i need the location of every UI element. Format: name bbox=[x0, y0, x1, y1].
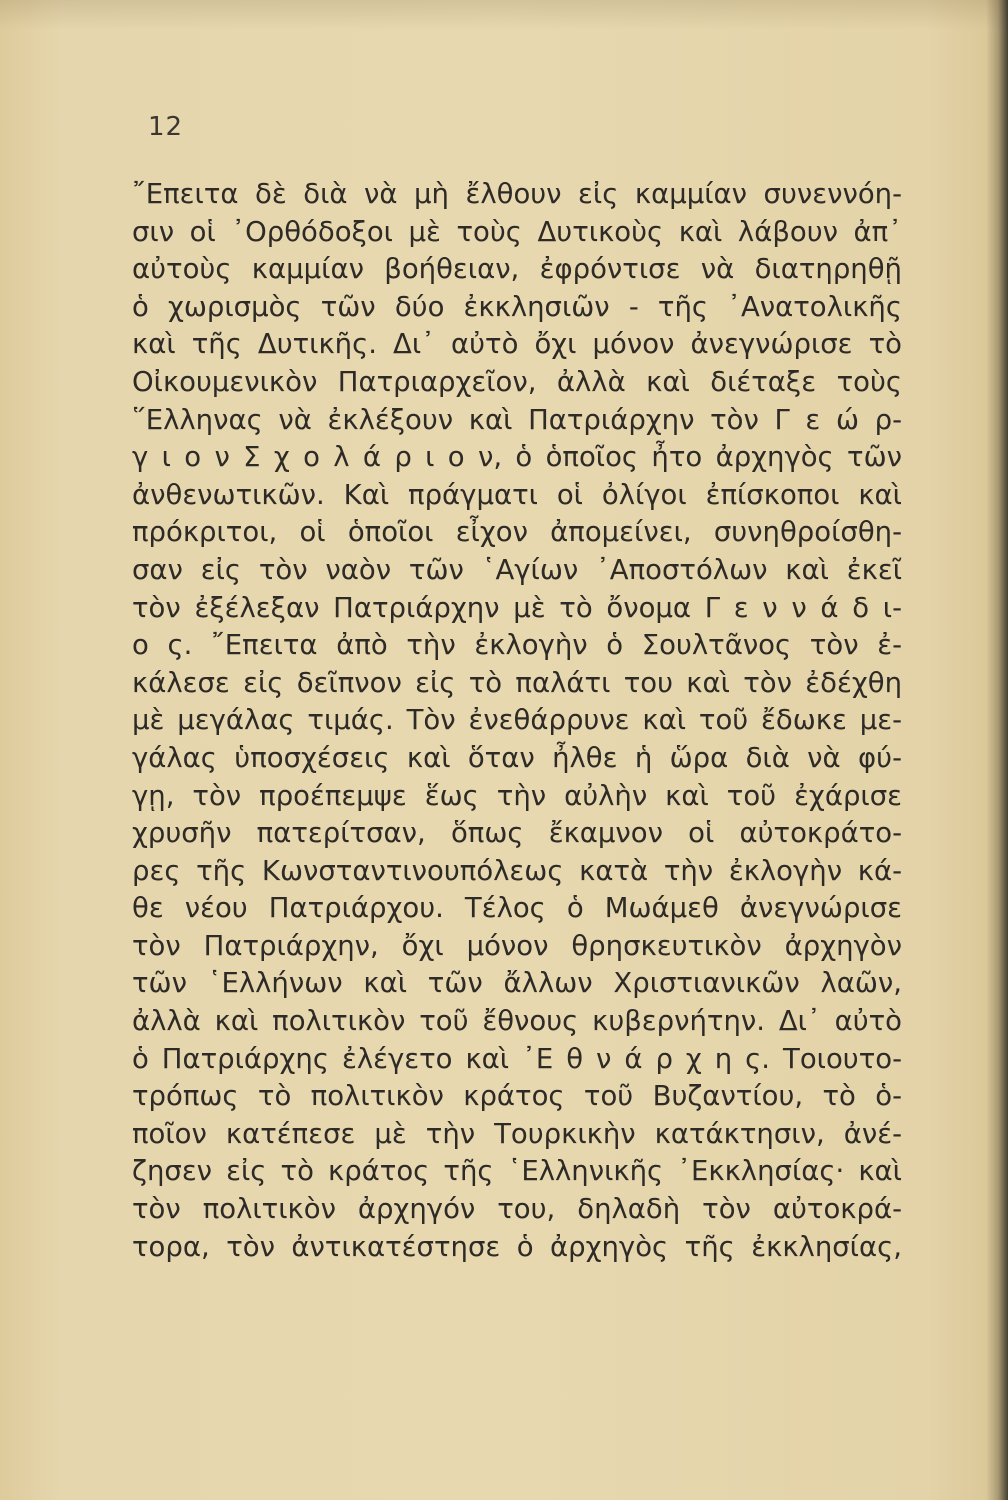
text-line: Οἰκουμενικὸν Πατριαρχεῖον, ἀλλὰ καὶ διέταξε τοὺς bbox=[132, 365, 902, 398]
text-line: καὶ τῆς Δυτικῆς. Δι᾿ αὐτὸ ὄχι μόνον ἀνεγνώρισε τὸ bbox=[132, 328, 902, 361]
text-line: θε νέου Πατριάρχου. Τέλος ὁ Μωάμεθ ἀνεγνώρισε bbox=[132, 892, 902, 925]
text-line: ἀλλὰ καὶ πολιτικὸν τοῦ ἔθνους κυβερνήτην. Δι᾿ αὐτὸ bbox=[132, 1005, 902, 1038]
text-line: ῞Ελληνας νὰ ἐκλέξουν καὶ Πατριάρχην τὸν Γ ε ώ ρ- bbox=[132, 403, 902, 436]
text-line: χρυσῆν πατερίτσαν, ὅπως ἔκαμνον οἱ αὐτοκράτο- bbox=[132, 817, 902, 850]
text-line: ζησεν εἰς τὸ κράτος τῆς ῾Ελληνικῆς ᾿Εκκλησίας· καὶ bbox=[132, 1155, 902, 1188]
text-line: αὐτοὺς καμμίαν βοήθειαν, ἐφρόντισε νὰ διατηρηθῇ bbox=[132, 253, 902, 286]
text-line: πρόκριτοι, οἱ ὁποῖοι εἶχον ἀπομείνει, συνηθροίσθη- bbox=[132, 516, 902, 549]
text-line: κάλεσε εἰς δεῖπνον εἰς τὸ παλάτι του καὶ τὸν ἐδέχθη bbox=[132, 666, 902, 699]
text-line: ῎Επειτα δὲ διὰ νὰ μὴ ἔλθουν εἰς καμμίαν συνεννόη- bbox=[132, 178, 902, 210]
text-line: τὸν πολιτικὸν ἀρχηγόν του, δηλαδὴ τὸν αὐτοκρά- bbox=[132, 1193, 902, 1226]
text-line: σιν οἱ ᾿Ορθόδοξοι μὲ τοὺς Δυτικοὺς καὶ λάβουν ἀπ᾿ bbox=[132, 215, 902, 248]
text-line: γῃ, τὸν προέπεμψε ἕως τὴν αὐλὴν καὶ τοῦ ἐχάρισε bbox=[132, 779, 902, 812]
text-line: τῶν ῾Ελλήνων καὶ τῶν ἄλλων Χριστιανικῶν λαῶν, bbox=[132, 967, 902, 1000]
text-line: ποῖον κατέπεσε μὲ τὴν Τουρκικὴν κατάκτησιν, ἀνέ- bbox=[132, 1117, 902, 1150]
text-line: τὸν Πατριάρχην, ὄχι μόνον θρησκευτικὸν ἀρχηγὸν bbox=[132, 929, 902, 962]
text-line: γ ι ο ν Σ χ ο λ ά ρ ι ο ν, ὁ ὁποῖος ἦτο ἀρχηγὸς τῶν bbox=[132, 441, 902, 474]
text-line: ἀνθενωτικῶν. Καὶ πράγματι οἱ ὀλίγοι ἐπίσκοποι καὶ bbox=[132, 478, 902, 511]
body-text bbox=[132, 176, 902, 1266]
text-line: ὁ χωρισμὸς τῶν δύο ἐκκλησιῶν - τῆς ᾿Ανατολικῆς bbox=[132, 290, 902, 323]
text-line: ο ς. ῎Επειτα ἀπὸ τὴν ἐκλογὴν ὁ Σουλτᾶνος τὸν ἐ- bbox=[132, 629, 902, 662]
top-shading bbox=[0, 0, 1008, 30]
text-line: σαν εἰς τὸν ναὸν τῶν ῾Αγίων ᾿Αποστόλων καὶ ἐκεῖ bbox=[132, 553, 902, 586]
text-line: μὲ μεγάλας τιμάς. Τὸν ἐνεθάρρυνε καὶ τοῦ ἔδωκε με- bbox=[132, 704, 902, 737]
text-line: γάλας ὑποσχέσεις καὶ ὅταν ἦλθε ἡ ὥρα διὰ νὰ φύ- bbox=[132, 741, 902, 774]
binding-edge-shadow bbox=[986, 0, 1008, 1500]
text-line: τορα, τὸν ἀντικατέστησε ὁ ἀρχηγὸς τῆς ἐκκλησίας, bbox=[132, 1230, 902, 1263]
page-number: 12 bbox=[148, 112, 184, 142]
text-line: ρες τῆς Κωνσταντινουπόλεως κατὰ τὴν ἐκλογὴν κά- bbox=[132, 854, 902, 887]
text-line: ὁ Πατριάρχης ἐλέγετο καὶ ᾿Ε θ ν ά ρ χ η ς. Τοιουτο- bbox=[132, 1042, 902, 1075]
text-line: τὸν ἐξέλεξαν Πατριάρχην μὲ τὸ ὄνομα Γ ε ν ν ά δ ι- bbox=[132, 591, 902, 624]
text-line: τρόπως τὸ πολιτικὸν κράτος τοῦ Βυζαντίου, τὸ ὁ- bbox=[132, 1080, 902, 1113]
